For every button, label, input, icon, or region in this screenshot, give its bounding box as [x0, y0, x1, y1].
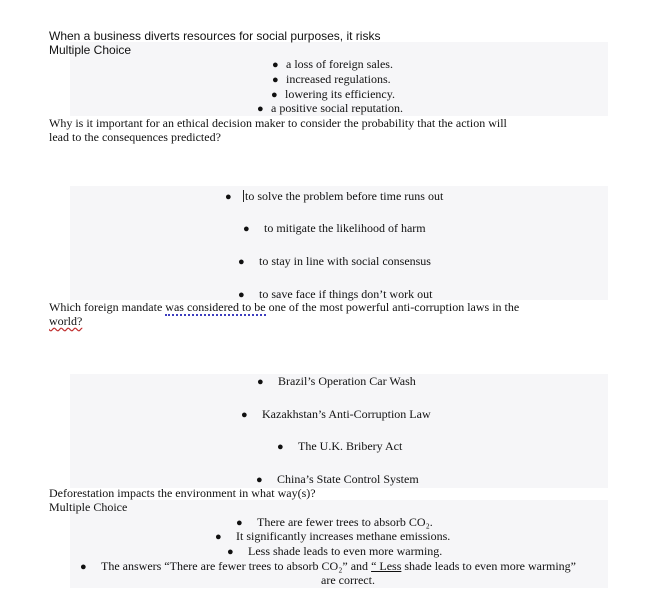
- bullet-icon: ●: [215, 531, 222, 543]
- q3-option-2[interactable]: ● Kazakhstan’s Anti-Corruption Law: [241, 407, 431, 421]
- bullet-icon: ●: [277, 441, 284, 453]
- q2-question-line-2: lead to the consequences predicted?: [49, 130, 221, 144]
- q4-option-1[interactable]: ● There are fewer trees to absorb CO₂.: [236, 515, 433, 529]
- q4-option-4-line-2: are correct.: [321, 573, 375, 587]
- bullet-icon: ●: [236, 517, 243, 529]
- q3-option-4[interactable]: ● China’s State Control System: [256, 472, 419, 486]
- q2-option-4[interactable]: ● to save face if things don’t work out: [238, 287, 433, 301]
- bullet-icon: ●: [272, 74, 279, 86]
- bullet-icon: ●: [256, 474, 263, 486]
- q3-options-band: [70, 374, 608, 488]
- q1-option-3[interactable]: ● lowering its efficiency.: [271, 87, 395, 101]
- bullet-icon: ●: [238, 289, 245, 301]
- q4-question: Deforestation impacts the environment in what way(s)?: [49, 486, 316, 500]
- grammar-suggestion[interactable]: was considered to be: [165, 300, 266, 314]
- spelling-flag[interactable]: world?: [49, 314, 83, 328]
- q3-option-1[interactable]: ● Brazil’s Operation Car Wash: [257, 374, 416, 388]
- q3-question-line-2: [49, 314, 82, 328]
- bullet-icon: ●: [257, 376, 264, 388]
- q1-option-1[interactable]: ● a loss of foreign sales.: [272, 57, 393, 71]
- q4-type-label: Multiple Choice: [49, 500, 128, 514]
- q1-option-2[interactable]: ● increased regulations.: [272, 72, 391, 86]
- q2-option-1[interactable]: ● to solve the problem before time runs out: [225, 189, 444, 203]
- q4-option-3[interactable]: ● Less shade leads to even more warming.: [227, 544, 443, 558]
- bullet-icon: ●: [241, 409, 248, 421]
- q2-option-3[interactable]: ● to stay in line with social consensus: [238, 254, 431, 268]
- q1-type-label: Multiple Choice: [49, 43, 132, 57]
- q2-question-line-1: Why is it important for an ethical decision maker to consider the probability that the action will: [49, 116, 507, 130]
- bullet-icon: ●: [243, 223, 250, 235]
- q4-option-4[interactable]: ● The answers “There are fewer trees to absorb CO₂” and “ Less shade leads to even more warming”: [80, 559, 576, 573]
- bullet-icon: ●: [80, 561, 87, 573]
- q2-option-2[interactable]: ● to mitigate the likelihood of harm: [243, 221, 426, 235]
- q4-option-2[interactable]: ● It significantly increases methane emissions.: [215, 529, 451, 543]
- q3-option-3[interactable]: ● The U.K. Bribery Act: [277, 439, 403, 453]
- bullet-icon: ●: [225, 191, 232, 203]
- q1-question: When a business diverts resources for social purposes, it risks: [49, 29, 381, 43]
- bullet-icon: ●: [227, 546, 234, 558]
- bullet-icon: ●: [238, 256, 245, 268]
- bullet-icon: ●: [257, 103, 264, 115]
- text-cursor: [243, 190, 244, 202]
- bullet-icon: ●: [271, 89, 278, 101]
- q1-option-4[interactable]: ● a positive social reputation.: [257, 101, 403, 115]
- bullet-icon: ●: [272, 59, 279, 71]
- q3-question-line-1: Which foreign mandate was considered to be one of the most powerful anti-corruption laws in the: [49, 300, 520, 314]
